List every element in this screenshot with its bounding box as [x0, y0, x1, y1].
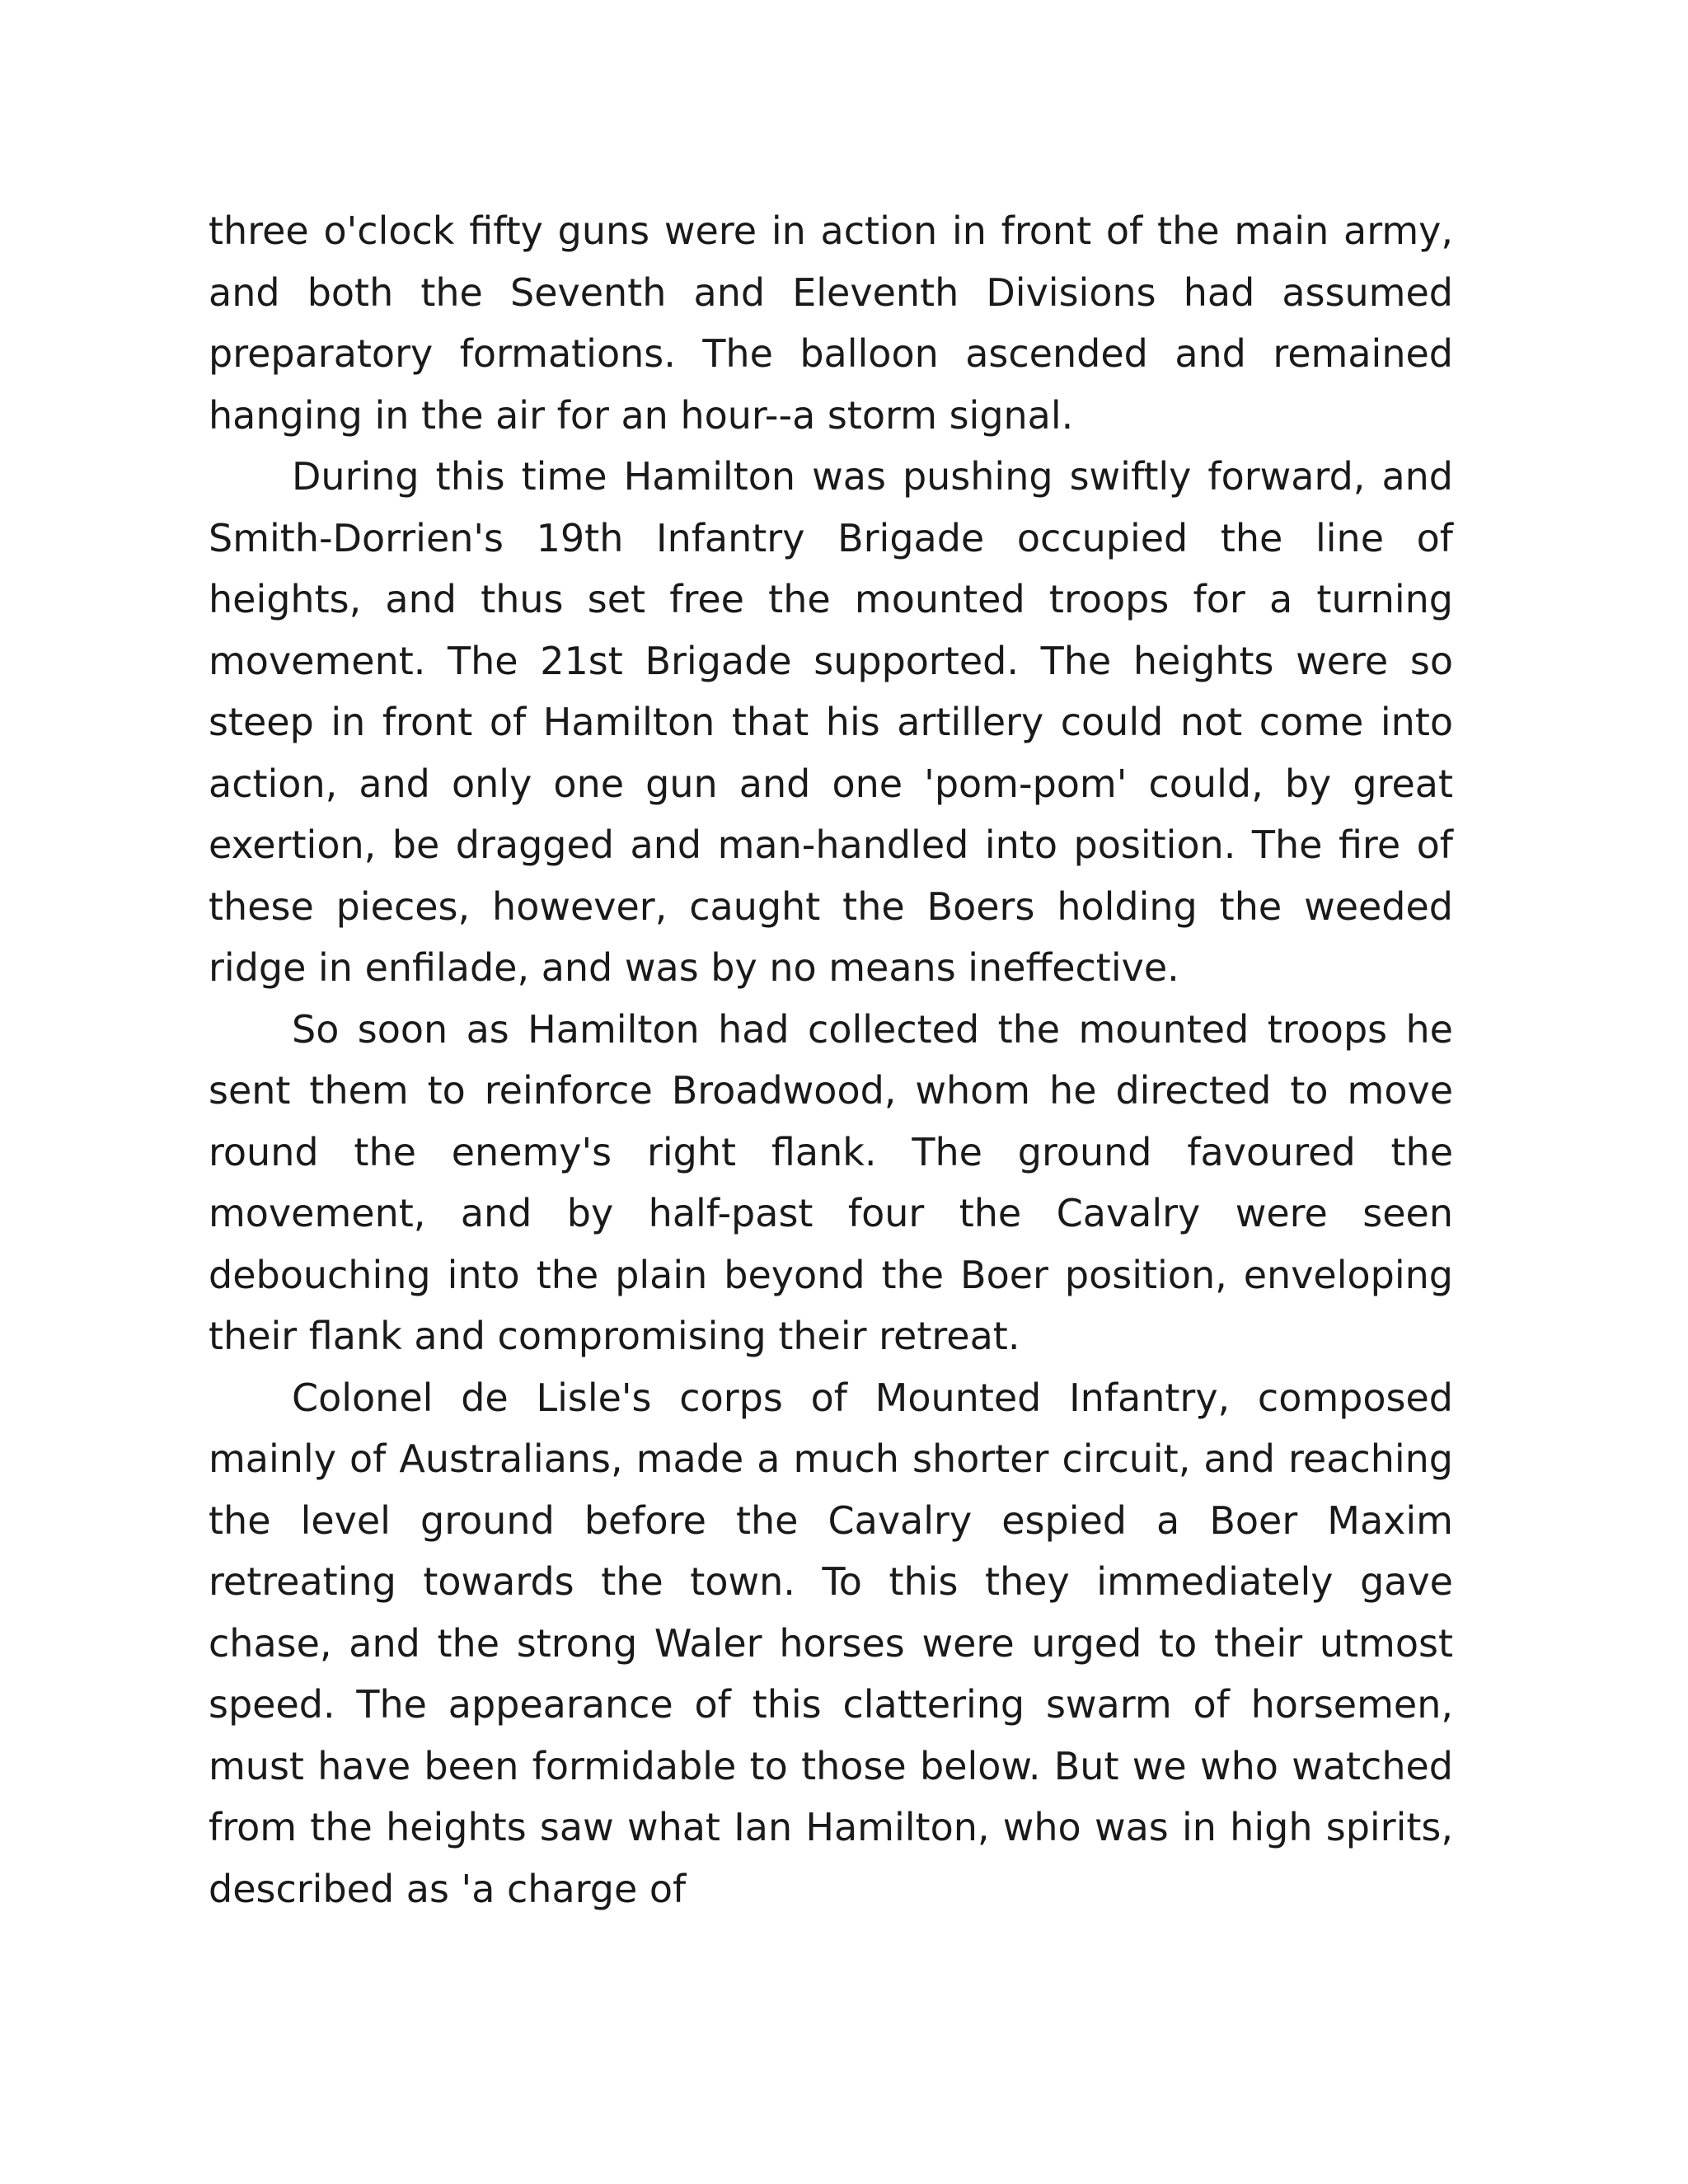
paragraph-3: So soon as Hamilton had collected the mounted troops he sent them to reinforce Broadwood, whom he directed to move round the enemy's right flank. The ground favoured the movement, and by half-past four the Cavalry were seen debouching into the plain beyond the Boer position, enveloping their flank and compromising their retreat. — [209, 1006, 1453, 1358]
paragraph-1: three o'clock fifty guns were in action in front of the main army, and both the Seventh and Eleventh Divisions had assumed preparatory formations. The balloon ascended and remained hanging in the air for an hour--a storm signal. — [209, 209, 1453, 438]
paragraph-4: Colonel de Lisle's corps of Mounted Infantry, composed mainly of Australians, made a much shorter circuit, and reaching the level ground before the Cavalry espied a Boer Maxim retreating towards the town. To this they immediately gave chase, and the strong Waler horses were urged to their utmost speed. The appearance of this clattering swarm of horsemen, must have been formidable to those below. But we who watched from the heights saw what Ian Hamilton, who was in high spirits, described as 'a charge of — [209, 1375, 1453, 1911]
paragraph-2: During this time Hamilton was pushing swiftly forward, and Smith-Dorrien's 19th Infantry Brigade occupied the line of heights, and thus set free the mounted troops for a turning movement. The 21st Brigade supported. The heights were so steep in front of Hamilton that his artillery could not come into action, and only one gun and one 'pom-pom' could, by great exertion, be dragged and man-handled into position. The fire of these pieces, however, caught the Boers holding the weeded ridge in enfilade, and was by no means ineffective. — [209, 454, 1453, 990]
body-text — [209, 200, 1453, 1919]
